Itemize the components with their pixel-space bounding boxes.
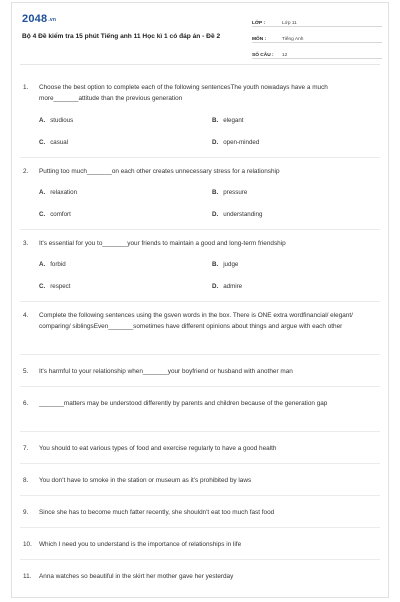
- option-letter: C.: [39, 283, 46, 290]
- option-letter: C.: [39, 211, 46, 218]
- option-d[interactable]: [212, 139, 259, 146]
- logo-suffix: .vn: [48, 17, 57, 23]
- option-letter: A.: [39, 189, 46, 196]
- option-b[interactable]: [212, 117, 244, 124]
- option-text: studious: [50, 117, 74, 124]
- question-1: [23, 82, 380, 104]
- meta-value-question-count: 12: [282, 53, 288, 58]
- meta-info: [252, 14, 382, 62]
- meta-value-subject: Tiếng Anh: [282, 37, 304, 42]
- question-text: Complete the following sentences using the gsven words in the box. There is ONE extra wordfinancial/ elegant/ comparing/ siblingsEven_______sometimes have different opinions about things and argue with each other: [39, 312, 353, 330]
- question-number: 5.: [23, 368, 29, 375]
- option-text: judge: [223, 261, 239, 268]
- question-divider: [20, 431, 380, 432]
- question-number: 9.: [23, 509, 29, 516]
- option-a[interactable]: [39, 117, 73, 124]
- option-letter: D.: [212, 139, 219, 146]
- question-number: 6.: [23, 400, 29, 407]
- option-letter: B.: [212, 117, 219, 124]
- option-letter: B.: [212, 189, 219, 196]
- question-number: 2.: [23, 168, 29, 175]
- meta-label-question-count: SỐ CÂU :: [252, 53, 274, 58]
- question-8: [23, 475, 380, 486]
- option-d[interactable]: [212, 211, 262, 218]
- question-11: [23, 571, 380, 582]
- option-letter: A.: [39, 261, 46, 268]
- meta-row-question-count: [252, 46, 382, 59]
- option-text: admire: [223, 283, 243, 290]
- option-letter: B.: [212, 261, 219, 268]
- question-divider: [20, 301, 380, 302]
- option-letter: A.: [39, 117, 46, 124]
- question-10: [23, 539, 380, 550]
- option-text: pressure: [223, 189, 248, 196]
- option-text: casual: [50, 139, 69, 146]
- option-b[interactable]: [212, 189, 247, 196]
- meta-value-class: Lớp 11: [282, 21, 297, 26]
- question-text: Anna watches so beautiful in the skirt her mother gave her yesterday: [39, 573, 234, 580]
- question-text: You should to eat various types of food and exercise regularly to have a good health: [39, 445, 277, 452]
- option-text: relaxation: [50, 189, 78, 196]
- question-text: Which I need you to understand is the importance of relationships in life: [39, 541, 242, 548]
- logo-main: 2048: [22, 13, 48, 25]
- option-a[interactable]: [39, 261, 66, 268]
- option-c[interactable]: [39, 283, 70, 290]
- option-text: forbid: [50, 261, 66, 268]
- option-text: understanding: [223, 211, 263, 218]
- document-title: Bộ 4 Đề kiểm tra 15 phút Tiếng anh 11 Học kì 1 có đáp án - Đề 2: [22, 33, 221, 40]
- question-2: [23, 166, 380, 177]
- question-6: [23, 398, 380, 409]
- question-divider: [20, 495, 380, 496]
- worksheet-page: [11, 2, 389, 598]
- question-divider: [20, 559, 380, 560]
- option-letter: D.: [212, 283, 219, 290]
- option-text: elegant: [223, 117, 244, 124]
- option-text: comfort: [50, 211, 71, 218]
- question-9: [23, 507, 380, 518]
- question-text: _______matters may be understood differently by parents and children because of the generation gap: [39, 400, 328, 407]
- option-d[interactable]: [212, 283, 242, 290]
- option-c[interactable]: [39, 211, 71, 218]
- question-number: 3.: [23, 240, 29, 247]
- question-text: Since she has to become much fatter recently, she shouldn't eat too much fast food: [39, 509, 275, 516]
- question-number: 8.: [23, 477, 29, 484]
- meta-row-subject: [252, 30, 382, 43]
- question-divider: [20, 157, 380, 158]
- meta-row-class: [252, 14, 382, 27]
- question-number: 11.: [23, 573, 32, 580]
- question-3: [23, 238, 380, 249]
- question-text: Putting too much_______on each other creates unnecessary stress for a relationship: [39, 168, 280, 175]
- question-number: 10.: [23, 541, 32, 548]
- question-divider: [20, 354, 380, 355]
- option-text: respect: [50, 283, 71, 290]
- option-a[interactable]: [39, 189, 77, 196]
- option-letter: C.: [39, 139, 46, 146]
- question-5: [23, 366, 380, 377]
- question-text: You don't have to smoke in the station or museum as it's prohibited by laws: [39, 477, 252, 484]
- option-c[interactable]: [39, 139, 68, 146]
- question-7: [23, 443, 380, 454]
- option-text: open-minded: [223, 139, 260, 146]
- meta-label-subject: MÔN :: [252, 37, 267, 42]
- question-4: [23, 310, 380, 332]
- question-number: 7.: [23, 445, 29, 452]
- question-text: It's harmful to your relationship when_______your boyfriend or husband with another man: [39, 368, 293, 375]
- option-b[interactable]: [212, 261, 238, 268]
- question-divider: [20, 386, 380, 387]
- question-divider: [20, 527, 380, 528]
- option-letter: D.: [212, 211, 219, 218]
- question-text: It's essential for you to_______your friends to maintain a good and long-term friendship: [39, 240, 286, 247]
- site-logo[interactable]: [22, 13, 56, 25]
- header-divider: [20, 64, 380, 65]
- question-divider: [20, 463, 380, 464]
- worksheet-header: [12, 3, 388, 65]
- meta-label-class: LỚP :: [252, 21, 266, 26]
- question-number: 1.: [23, 84, 29, 91]
- question-text: Choose the best option to complete each of the following sentencesThe youth nowadays have a much more_______attitude than the previous generation: [39, 84, 328, 102]
- question-divider: [20, 229, 380, 230]
- question-number: 4.: [23, 312, 29, 319]
